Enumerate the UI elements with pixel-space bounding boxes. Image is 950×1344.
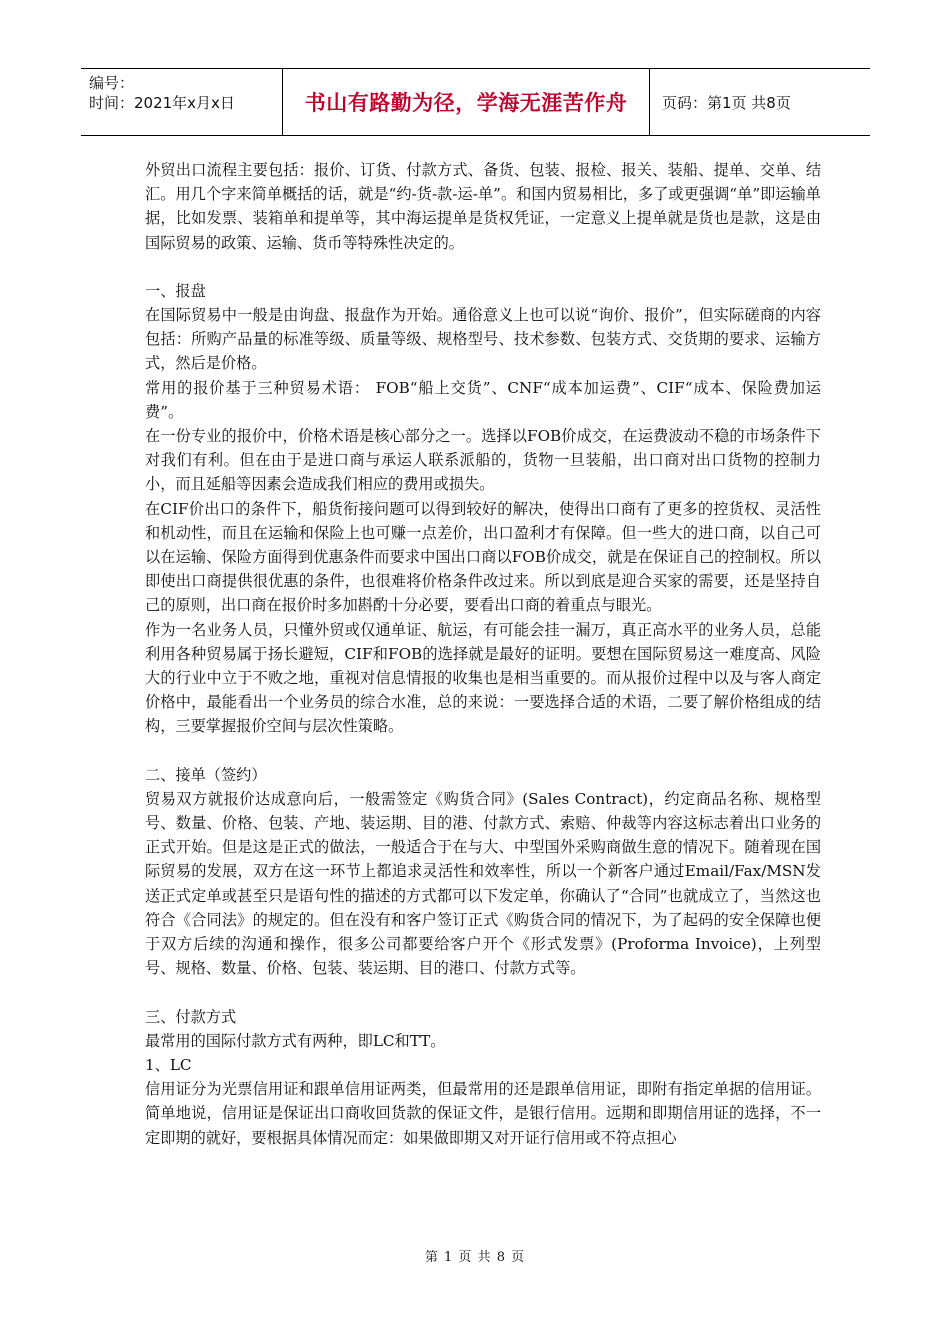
paragraph: 贸易双方就报价达成意向后，一般需签定《购货合同》(Sales Contract)，约定商品名称、规格型号、数量、价格、包装、产地、装运期、目的港、付款方式、索赔、仲裁等内容这标志着出口业务的正式开始。但是这是正式的做法，一般适合于在与大、中型国外采购商做生意的情况下。随着现在国际贸易的发展，双方在这一环节上都追求灵活性和效率性，所以一个新客户通过Email/Fax/MSN发送正式定单或甚至只是语句性的描述的方式都可以下发定单，你确认了“合同”也就成立了，当然这也符合《合同法》的规定的。但在没有和客户签订正式《购货合同的情况下，为了起码的安全保障也便于双方后续的沟通和操作，很多公司都要给客户开个《形式发票》(Proforma Invoice)，上列型号、规格、数量、价格、包装、装运期、目的港口、付款方式等。: [145, 789, 821, 978]
header-meta: [81, 69, 283, 135]
page-header: [81, 68, 870, 136]
paragraph: 常用的报价基于三种贸易术语： FOB“船上交货”、CNF“成本加运费”、CIF“成本、保险费加运费”。: [145, 378, 821, 421]
intro-paragraph: 外贸出口流程主要包括：报价、订货、付款方式、备货、包装、报检、报关、装船、提单、交单、结汇。用几个字来简单概括的话，就是“约-货-款-运-单”。和国内贸易相比，多了或更强调“单”即运输单据，比如发票、装箱单和提单等，其中海运提单是货权凭证，一定意义上提单就是货也是款，这是由国际贸易的政策、运输、货币等特殊性决定的。: [145, 161, 821, 252]
subheading-lc: 1、LC: [145, 1055, 192, 1074]
section-heading-quotation: 一、报盘: [145, 281, 206, 300]
header-motto: 书山有路勤为径，学海无涯苦作舟: [283, 69, 650, 135]
paragraph: 信用证分为光票信用证和跟单信用证两类，但最常用的还是跟单信用证，即附有指定单据的信用证。简单地说，信用证是保证出口商收回货款的保证文件，是银行信用。远期和即期信用证的选择，不一定即期的就好，要根据具体情况而定：如果做即期又对开证行信用或不符点担心: [145, 1080, 821, 1147]
section-heading-payment: 三、付款方式: [145, 1007, 237, 1026]
paragraph: 在一份专业的报价中，价格术语是核心部分之一。选择以FOB价成交，在运费波动不稳的市场条件下对我们有利。但在由于是进口商与承运人联系派船的，货物一旦装船，出口商对出口货物的控制力小，而且延船等因素会造成我们相应的费用或损失。: [145, 427, 821, 494]
paragraph: 作为一名业务人员，只懂外贸或仅通单证、航运，有可能会挂一漏万，真正高水平的业务人员，总能利用各种贸易属于扬长避短，CIF和FOB的选择就是最好的证明。要想在国际贸易这一难度高、风险大的行业中立于不败之地，重视对信息情报的收集也是相当重要的。而从报价过程中以及与客人商定价格中，最能看出一个业务员的综合水准，总的来说：一要选择合适的术语，二要了解价格组成的结构，三要掌握报价空间与层次性策略。: [145, 620, 821, 736]
page-footer: 第 1 页 共 8 页: [424, 1250, 526, 1265]
document-date: 时间：2021年x月x日: [89, 94, 235, 112]
paragraph: 在CIF价出口的条件下，船货衔接问题可以得到较好的解决，使得出口商有了更多的控货权、灵活性和机动性，而且在运输和保险上也可赚一点差价，出口盈利才有保障。但一些大的进口商，以自己可以在运输、保险方面得到优惠条件而要求中国出口商以FOB价成交，就是在保证自己的控制权。所以即使出口商提供很优惠的条件，也很难将价格条件改过来。所以到底是迎合买家的需要，还是坚持自己的原则，出口商在报价时多加斟酌十分必要，要看出口商的着重点与眼光。: [145, 499, 821, 615]
document-body: [145, 158, 821, 1150]
paragraph: 在国际贸易中一般是由询盘、报盘作为开始。通俗意义上也可以说“询价、报价”，但实际磋商的内容包括：所购产品量的标准等级、质量等级、规格型号、技术参数、包装方式、交货期的要求、运输方式，然后是价格。: [145, 306, 821, 373]
header-page-info: 页码：第1页 共8页: [662, 93, 791, 112]
section-heading-order: 二、接单（签约）: [145, 765, 267, 784]
document-number-label: 编号：: [89, 74, 135, 92]
paragraph: 最常用的国际付款方式有两种，即LC和TT。: [145, 1031, 446, 1050]
